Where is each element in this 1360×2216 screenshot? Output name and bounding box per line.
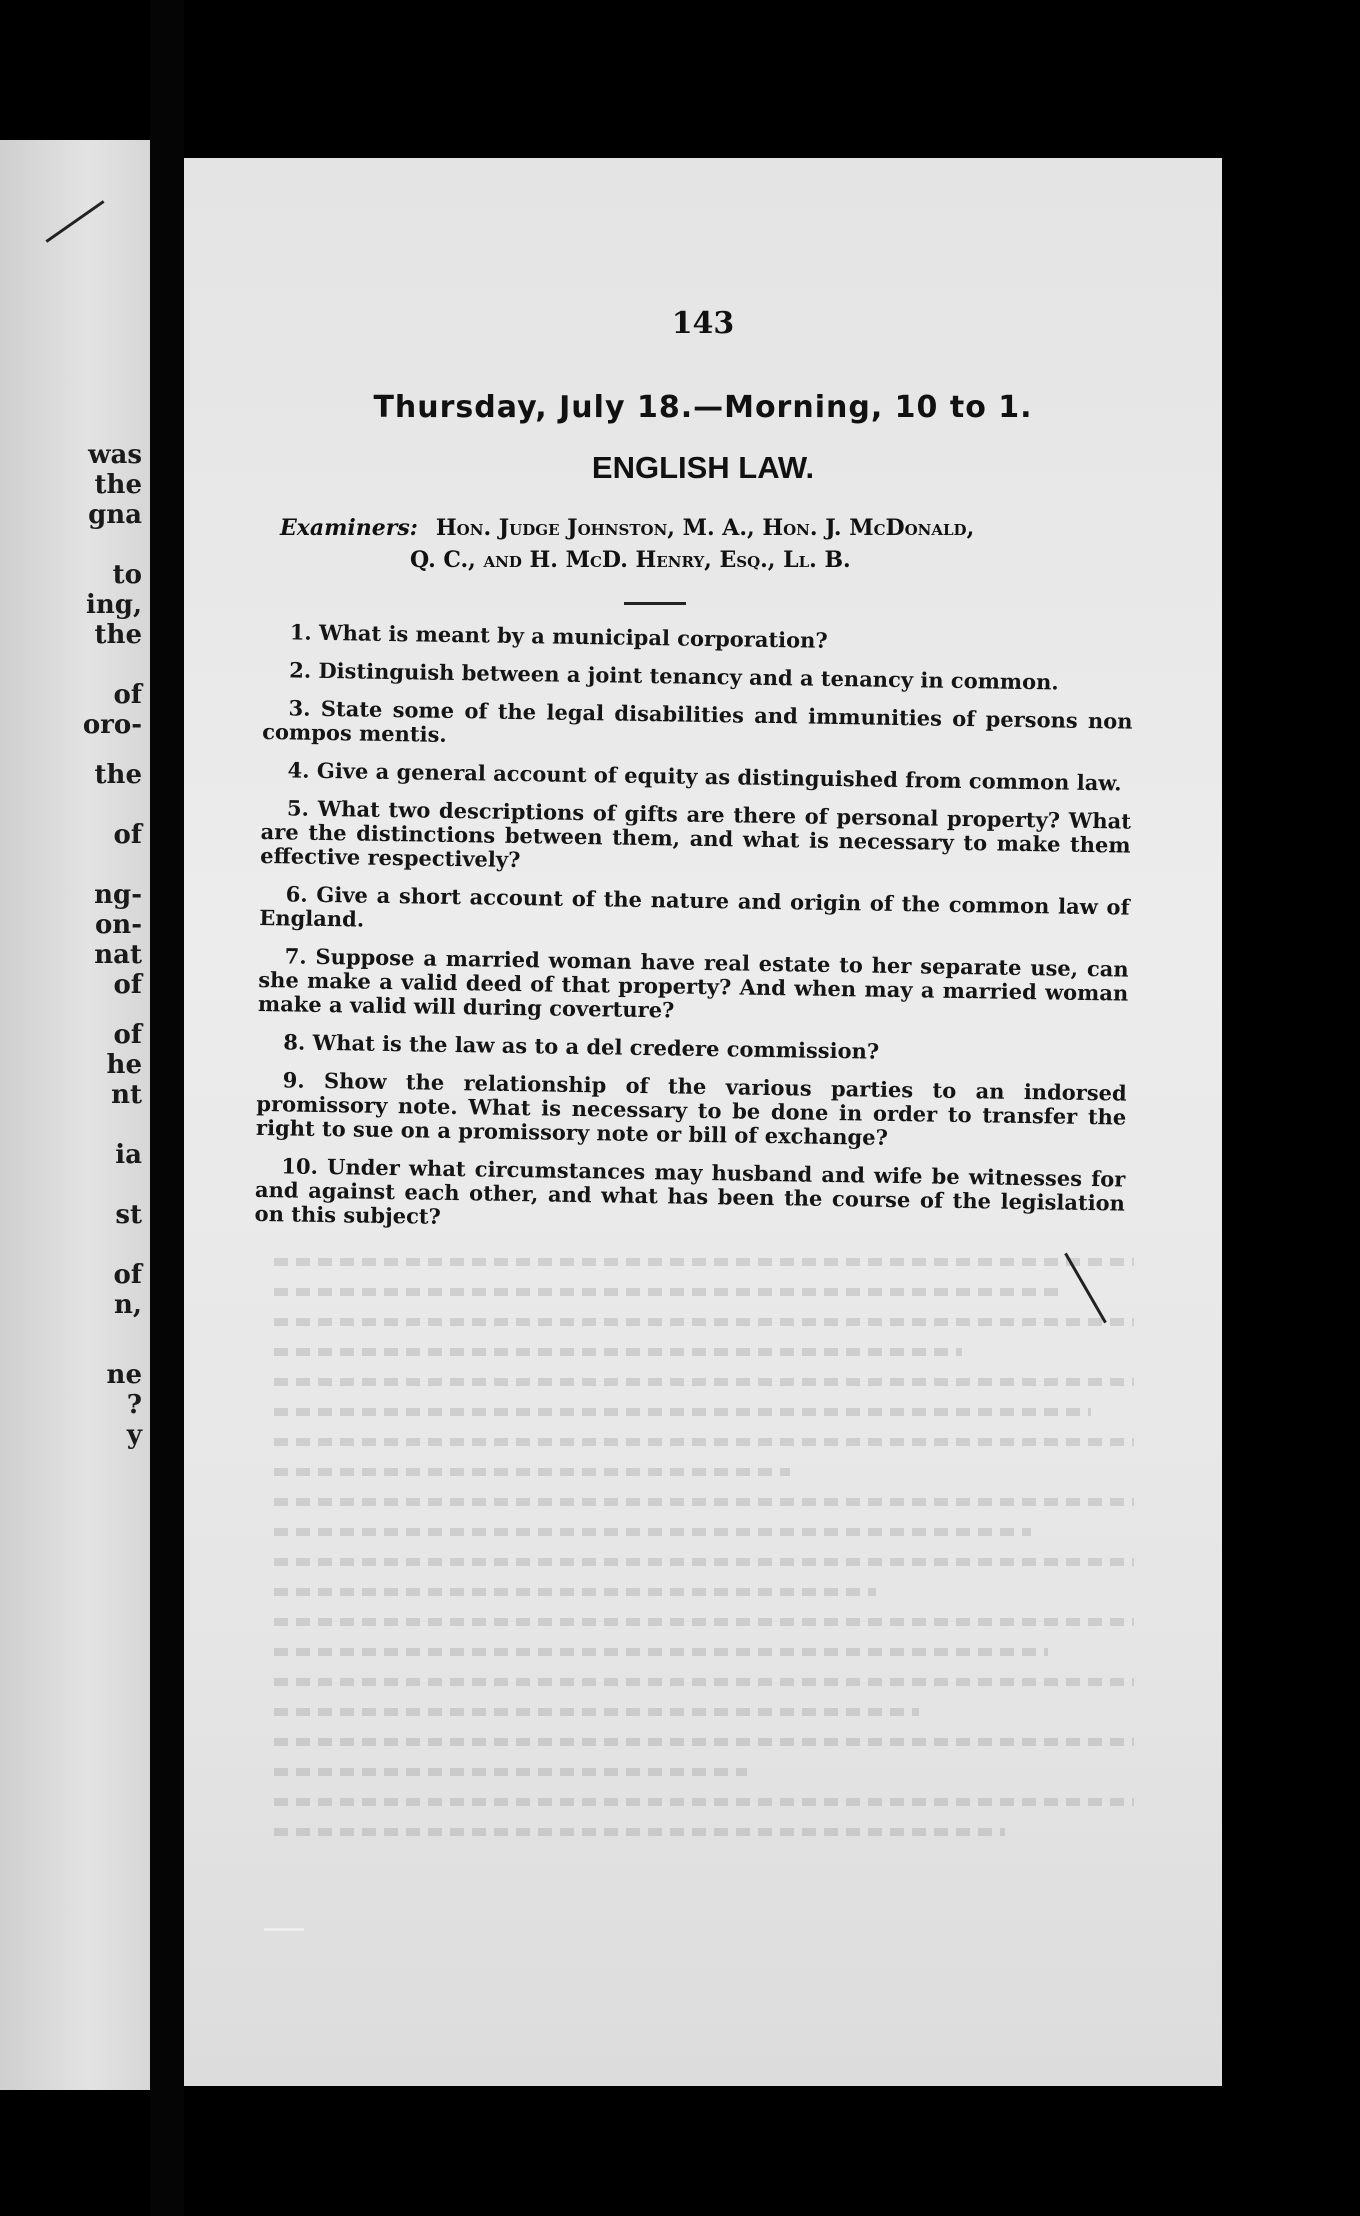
subject-heading: ENGLISH LAW. bbox=[591, 450, 815, 485]
facing-page-text-fragment: of oro- bbox=[82, 680, 142, 740]
question-2: 2. Distinguish between a joint tenancy and a tenancy in common. bbox=[289, 657, 1059, 695]
facing-page-fragment bbox=[0, 140, 150, 2090]
examiners-line-2: Q. C., and H. McD. Henry, Esq., Ll. B. bbox=[410, 547, 851, 573]
facing-page-text-fragment: st bbox=[115, 1200, 142, 1230]
ink-scratch bbox=[45, 200, 104, 243]
session-heading: Thursday, July 18.—Morning, 10 to 1. bbox=[373, 390, 1033, 425]
facing-page-text-fragment: ng- on- nat of bbox=[94, 880, 142, 1000]
facing-page-text-fragment: of he nt bbox=[106, 1020, 142, 1110]
facing-page-text-fragment: ne ? y bbox=[106, 1360, 142, 1450]
question-list bbox=[254, 620, 1134, 1254]
heading-rule bbox=[624, 602, 686, 605]
pencil-mark bbox=[264, 1928, 304, 1931]
question-5: 5. What two descriptions of gifts are there of personal property? What are the distinctions between them, and what is necessary to make them effective respectively? bbox=[260, 795, 1132, 873]
facing-page-text-fragment: gna bbox=[88, 500, 142, 530]
question-6: 6. Give a short account of the nature and origin of the common law of England. bbox=[259, 881, 1130, 932]
bleed-through-text bbox=[274, 1258, 1134, 1918]
facing-page-text-fragment: the bbox=[94, 760, 142, 790]
facing-page-text-fragment: of n, bbox=[113, 1260, 142, 1320]
facing-page-text-fragment: was the bbox=[88, 440, 142, 500]
examiners-block bbox=[280, 512, 1140, 576]
binding-gutter bbox=[150, 0, 184, 2216]
facing-page-text-fragment: of bbox=[113, 820, 142, 850]
question-1: 1. What is meant by a municipal corporation? bbox=[289, 619, 828, 653]
question-7: 7. Suppose a married woman have real estate to her separate use, can she make a valid deed of that property? And when may a married woman make a valid will during coverture? bbox=[257, 943, 1129, 1023]
facing-page-text-fragment: to ing, the bbox=[85, 560, 142, 650]
question-4: 4. Give a general account of equity as distinguished from common law. bbox=[287, 757, 1122, 796]
facing-page-text-fragment: ia bbox=[115, 1140, 142, 1170]
main-page bbox=[184, 158, 1222, 2086]
question-10: 10. Under what circumstances may husband and wife be witnesses for and against each other, and what has been the course of the legislation on this subject? bbox=[254, 1153, 1126, 1229]
question-3: 3. State some of the legal disabilities and immunities of persons non compos mentis. bbox=[262, 695, 1133, 747]
question-9: 9. Show the relationship of the various parties to an indorsed promissory note. What is necessary to be done in order to transfer the right to sue on a promissory note or bill of exchange? bbox=[255, 1067, 1127, 1150]
examiners-line-1: Hon. Judge Johnston, M. A., Hon. J. McDonald, bbox=[435, 515, 975, 541]
page-number: 143 bbox=[671, 306, 735, 341]
examiners-label: Examiners: bbox=[280, 515, 418, 541]
question-8: 8. What is the law as to a del credere commission? bbox=[283, 1029, 880, 1064]
